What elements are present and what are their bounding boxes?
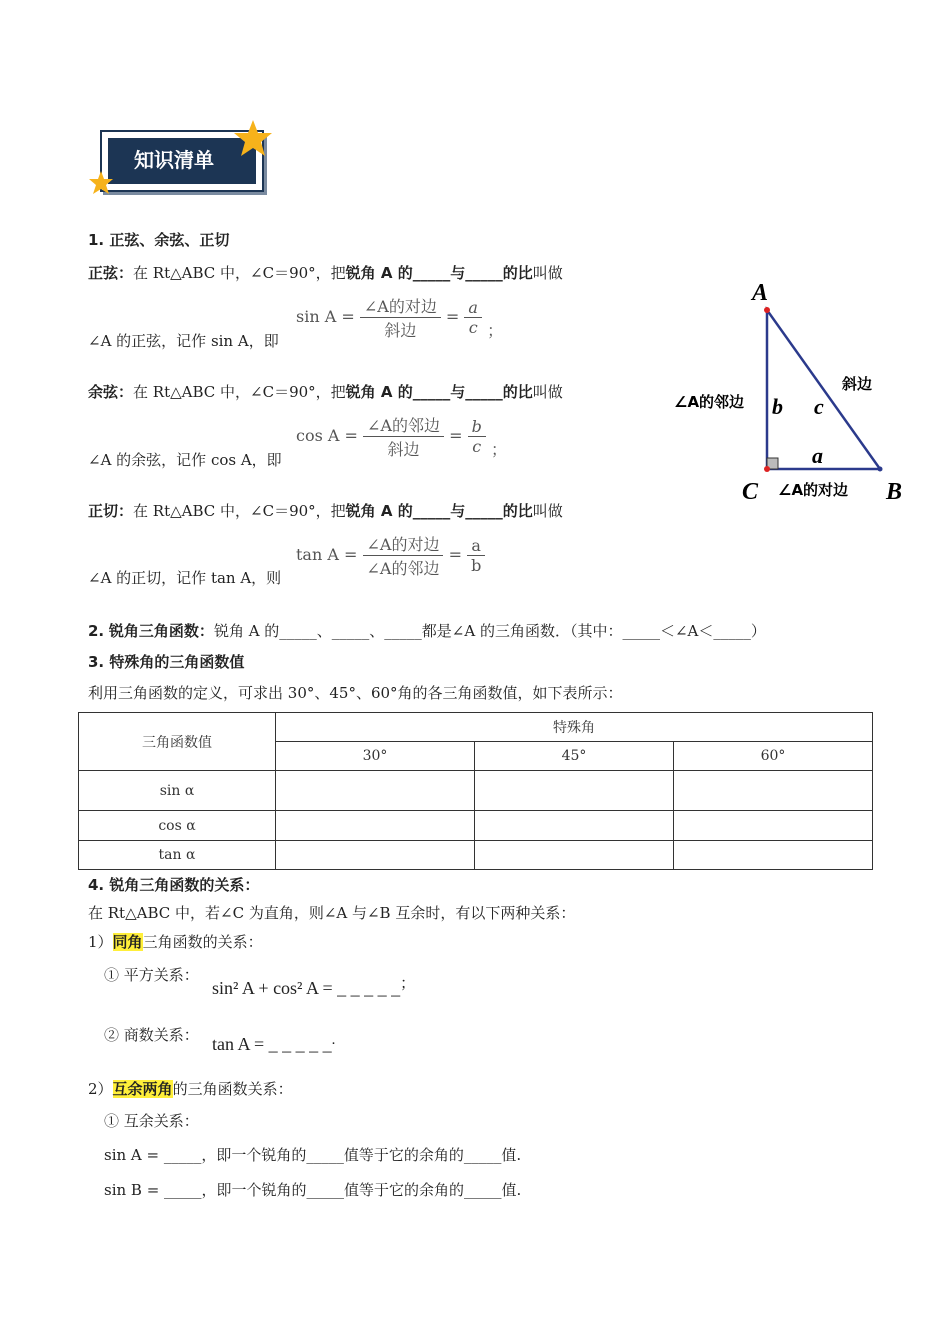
vertex-c-dot: [764, 466, 770, 472]
table-cell[interactable]: [276, 771, 475, 811]
star-icon-small: [88, 170, 114, 196]
quot-formula-text: tan A = _ _ _ _ _: [212, 1034, 332, 1054]
sin-frac-den: 斜边: [384, 321, 417, 340]
opposite-label: ∠A的对边: [778, 481, 849, 499]
cos-frac-num: ∠A的邻边: [363, 413, 444, 437]
tan-formula: [296, 532, 485, 579]
cos-label: 余弦：: [88, 383, 134, 401]
table-cell[interactable]: [673, 771, 872, 811]
tan-bold: 锐角 A 的_____与_____的比: [345, 502, 533, 520]
table-corner: 三角函数值: [79, 713, 276, 771]
star-icon: [232, 118, 274, 160]
table-row: [79, 841, 873, 870]
same-angle-heading: [88, 931, 263, 952]
tan-ratio-den: b: [471, 556, 482, 575]
p1-highlight: 同角: [112, 933, 143, 951]
side-a-label: a: [812, 443, 823, 468]
table-cell[interactable]: [474, 771, 673, 811]
table-cell[interactable]: [276, 841, 475, 870]
section-2-num: 2.: [88, 622, 105, 640]
cos-end: ；: [490, 440, 507, 459]
sin-b-relation: sin B = _____，即一个锐角的_____值等于它的余角的_____值.: [104, 1181, 522, 1199]
p2-suffix: 的三角函数关系：: [172, 1080, 293, 1098]
p1-suffix: 三角函数的关系：: [142, 933, 263, 951]
sin-eq: =: [445, 307, 460, 326]
complementary-label: ① 互余关系：: [104, 1112, 199, 1130]
cos-eq: =: [449, 426, 463, 445]
sin-ratio-num: a: [464, 298, 482, 318]
sin-text: 在 Rt△ABC 中，∠C＝90°，把: [133, 264, 346, 282]
table-cell[interactable]: [474, 811, 673, 841]
cos-bold: 锐角 A 的_____与_____的比: [345, 383, 533, 401]
sin-formula-lhs: sin A =: [296, 307, 355, 326]
table-row-tan: tan α: [79, 841, 276, 870]
table-row-cos: cos α: [79, 811, 276, 841]
vertex-b-label: B: [886, 479, 903, 505]
table-cell[interactable]: [673, 811, 872, 841]
cos-text: 在 Rt△ABC 中，∠C＝90°，把: [133, 383, 346, 401]
square-formula-text: sin² A + cos² A = _ _ _ _ _: [212, 978, 401, 998]
side-b-label: b: [772, 394, 783, 419]
vertex-a-dot: [764, 307, 770, 313]
tan-definition-line: [88, 500, 563, 521]
quotient-relation-formula: [212, 1032, 335, 1055]
sin-frac-num: ∠A的对边: [360, 294, 441, 318]
section-2-line: [88, 620, 766, 641]
section-2-text: 锐角 A 的_____、_____、_____都是∠A 的三角函数．（其中：_____＜∠A＜_____）: [213, 622, 766, 640]
banner-title: 知识清单: [108, 138, 256, 184]
quot-end: .: [331, 1032, 336, 1048]
sin-a-relation: sin A = _____，即一个锐角的_____值等于它的余角的_____值.: [104, 1146, 522, 1164]
sin-definition-line: [88, 262, 563, 283]
tan-eq: =: [448, 545, 462, 564]
side-c-label: c: [814, 394, 824, 419]
table-group-header: 特殊角: [276, 713, 873, 742]
tan-text: 在 Rt△ABC 中，∠C＝90°，把: [133, 502, 346, 520]
quotient-relation-label: ② 商数关系：: [104, 1026, 199, 1044]
sin-line2: ∠A 的正弦，记作 sin A，即: [88, 332, 279, 350]
table-cell[interactable]: [276, 811, 475, 841]
tan-label: 正切：: [88, 502, 134, 520]
tan-frac-num: ∠A的对边: [363, 532, 444, 556]
cos-definition-line: [88, 381, 563, 402]
sin-end: ；: [487, 321, 504, 340]
vertex-b-dot: [878, 467, 883, 472]
cos-ratio-den: c: [472, 437, 482, 456]
table-row: [79, 811, 873, 841]
sin-bold: 锐角 A 的_____与_____的比: [345, 264, 533, 282]
table-row: [79, 771, 873, 811]
tan-tail: 叫做: [532, 502, 563, 520]
sin-formula: [296, 294, 503, 341]
p1-prefix: 1）: [88, 933, 113, 951]
table-angle-60: 60°: [673, 742, 872, 771]
cos-line2: ∠A 的余弦，记作 cos A，即: [88, 451, 282, 469]
section-4-heading: 4. 锐角三角函数的关系：: [88, 876, 260, 894]
section-1-heading: 1. 正弦、余弦、正切: [88, 231, 230, 249]
table-cell[interactable]: [673, 841, 872, 870]
tan-formula-lhs: tan A =: [296, 545, 358, 564]
section-3-heading: 3. 特殊角的三角函数值: [88, 653, 245, 671]
sin-ratio-den: c: [468, 318, 478, 337]
sin-tail: 叫做: [532, 264, 563, 282]
cos-formula-lhs: cos A =: [296, 426, 358, 445]
trig-values-table: [78, 712, 873, 870]
cos-tail: 叫做: [532, 383, 563, 401]
cos-ratio-num: b: [468, 417, 486, 437]
complementary-heading: [88, 1078, 293, 1099]
p2-prefix: 2）: [88, 1080, 113, 1098]
tan-ratio-num: a: [467, 536, 485, 556]
square-end: ；: [400, 976, 416, 992]
vertex-a-label: A: [752, 280, 769, 306]
section-3-intro: 利用三角函数的定义，可求出 30°、45°、60°角的各三角函数值，如下表所示：: [88, 684, 623, 702]
table-angle-30: 30°: [276, 742, 475, 771]
section-2-heading: 锐角三角函数：: [108, 622, 214, 640]
table-angle-45: 45°: [474, 742, 673, 771]
section-4-intro: 在 Rt△ABC 中，若∠C 为直角，则∠A 与∠B 互余时，有以下两种关系：: [88, 904, 576, 922]
hypotenuse-label: 斜边: [842, 375, 873, 393]
square-relation-formula: [212, 972, 415, 999]
table-row-sin: sin α: [79, 771, 276, 811]
vertex-c-label: C: [742, 479, 759, 505]
cos-frac-den: 斜边: [387, 440, 420, 459]
table-cell[interactable]: [474, 841, 673, 870]
p2-highlight: 互余两角: [112, 1080, 173, 1098]
tan-frac-den: ∠A的邻边: [366, 559, 440, 578]
square-relation-label: ① 平方关系：: [104, 966, 199, 984]
tan-line2: ∠A 的正切，记作 tan A，则: [88, 569, 282, 587]
right-triangle-diagram: [660, 275, 920, 510]
cos-formula: [296, 413, 507, 460]
sin-label: 正弦：: [88, 264, 134, 282]
adjacent-label: ∠A的邻边: [674, 393, 745, 411]
